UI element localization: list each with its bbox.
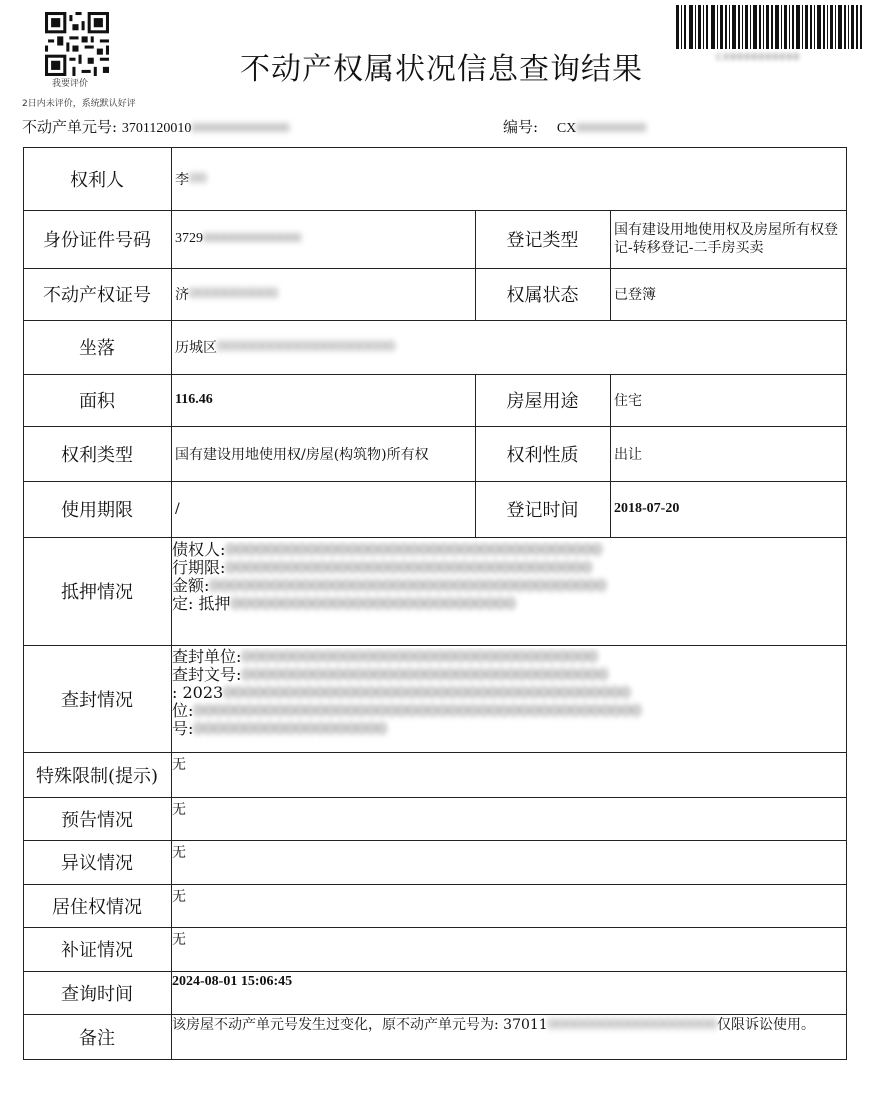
special-value: 无 <box>172 757 186 773</box>
period-label: 使用期限 <box>61 500 133 521</box>
holder-name: 李 <box>175 171 189 188</box>
mortgage-line-4: 定: 抵押 <box>172 594 231 613</box>
qr-caption: 我要评价 <box>52 79 89 89</box>
page-title: 不动产权属状况信息查询结果 <box>240 52 643 87</box>
id-number: 3729 <box>175 231 203 246</box>
mortgage-line-3: 金额: <box>172 576 210 595</box>
special-label: 特殊限制(提示) <box>35 765 159 787</box>
seizure-value <box>172 648 844 750</box>
location-district: 历城区 <box>175 340 217 356</box>
supplement-value: 无 <box>172 932 186 948</box>
seizure-label: 查封情况 <box>61 689 133 711</box>
location-value <box>175 320 395 374</box>
reg-type-value: 国有建设用地使用权及房屋所有权登记-转移登记-二手房买卖 <box>614 222 838 256</box>
mortgage-line-2: 行期限: <box>172 558 226 577</box>
residence-label: 居住权情况 <box>52 896 142 918</box>
right-nature-label: 权利性质 <box>506 444 579 466</box>
supplement-label: 补证情况 <box>61 940 133 961</box>
seizure-line-1: 查封单位: <box>172 648 242 666</box>
serial-number <box>503 116 646 137</box>
seizure-line-4-redacted: 00000000000000000000000000000000000000000000 <box>193 701 642 720</box>
unit-number <box>22 116 289 137</box>
cert-redacted: 0000000000 <box>189 286 279 302</box>
holder-label: 权利人 <box>70 169 124 191</box>
seizure-line-2-redacted: 000000000000000000000000000000000000 <box>241 665 608 684</box>
barcode-number: CX0000000000 <box>716 52 801 63</box>
notice-label: 预告情况 <box>61 809 133 831</box>
remark-redacted: 0000000000000000000 <box>547 1017 717 1033</box>
status-label: 权属状态 <box>506 285 579 306</box>
right-type-value: 国有建设用地使用权/房屋(构筑物)所有权 <box>175 446 429 463</box>
notice-value: 无 <box>172 802 186 818</box>
location-label: 坐落 <box>79 338 115 359</box>
reg-type-label: 登记类型 <box>506 230 579 251</box>
holder-value <box>175 147 207 210</box>
holder-redacted: 00 <box>189 170 207 187</box>
seizure-line-3-redacted: 0000000000000000000000000000000000000000 <box>223 683 631 702</box>
remark-text-a: 该房屋不动产单元号发生过变化，原不动产单元号为: 37011 <box>172 1017 548 1033</box>
period-value: / <box>175 501 180 517</box>
serial-number-value: CX <box>556 121 577 136</box>
serial-number-label: 编号: <box>503 118 539 136</box>
unit-number-label: 不动产单元号: <box>22 118 118 136</box>
status-value: 已登簿 <box>614 287 656 303</box>
serial-number-redacted: 0000000000 <box>576 121 647 136</box>
objection-value: 无 <box>172 845 186 861</box>
use-label: 房屋用途 <box>506 391 579 412</box>
mortgage-line-4-redacted: 0000000000000000000000000000 <box>230 594 516 613</box>
remark-text-b: 仅限诉讼使用。 <box>716 1017 815 1033</box>
unit-number-value: 3701120010 <box>121 121 192 136</box>
area-value: 116.46 <box>175 392 213 407</box>
remark-value <box>172 1016 842 1034</box>
cert-label: 不动产权证号 <box>43 285 151 306</box>
mortgage-line-2-redacted: 000000000000000000000000000000000000 <box>225 558 592 577</box>
right-type-label: 权利类型 <box>61 444 133 466</box>
seizure-line-5: 号: <box>172 719 194 738</box>
residence-value: 无 <box>172 889 186 905</box>
right-nature-value: 出让 <box>614 446 642 463</box>
mortgage-line-1-redacted: 0000000000000000000000000000000000000 <box>225 541 603 559</box>
mortgage-line-3-redacted: 000000000000000000000000000000000000000 <box>209 576 607 595</box>
id-value <box>175 210 301 268</box>
cert-number: 济 <box>175 287 189 303</box>
seizure-line-5-redacted: 0000000000000000000 <box>193 719 387 738</box>
mortgage-line-1: 债权人: <box>172 541 226 559</box>
location-redacted: 00000000000000000000 <box>217 339 396 355</box>
remark-label: 备注 <box>79 1028 115 1049</box>
seizure-line-1-redacted: 00000000000000000000000000000000000 <box>241 648 598 666</box>
seizure-line-2: 查封文号: <box>172 665 242 684</box>
seizure-line-3: : 2023 <box>172 683 224 702</box>
query-time-value: 2024-08-01 15:06:45 <box>172 974 293 989</box>
cert-value <box>175 268 278 320</box>
reg-time-label: 登记时间 <box>506 500 579 521</box>
mortgage-value <box>172 541 844 641</box>
query-time-label: 查询时间 <box>61 983 133 1005</box>
unit-number-redacted: 00000000000000 <box>191 121 290 136</box>
objection-label: 异议情况 <box>61 853 133 874</box>
evaluation-note: 2日内未评价，系统默认好评 <box>22 99 136 109</box>
seizure-line-4: 位: <box>172 701 194 720</box>
use-value: 住宅 <box>614 393 642 409</box>
mortgage-label: 抵押情况 <box>61 582 133 603</box>
reg-time-value: 2018-07-20 <box>614 501 680 516</box>
barcode <box>676 5 862 49</box>
area-label: 面积 <box>79 391 115 412</box>
id-redacted: 00000000000000 <box>203 231 301 246</box>
id-label: 身份证件号码 <box>43 230 151 251</box>
